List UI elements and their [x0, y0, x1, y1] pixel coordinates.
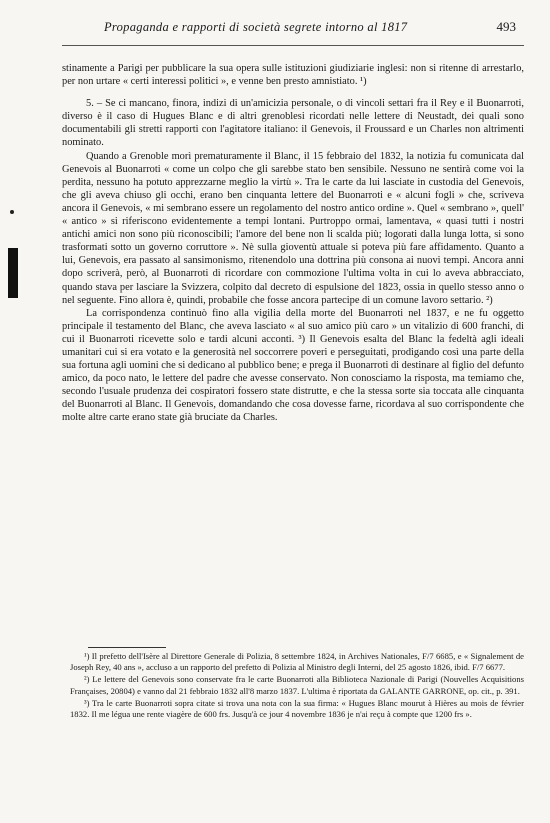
- header-rule: [62, 45, 524, 46]
- footnotes: [70, 651, 524, 720]
- footnote-rule: [88, 647, 166, 648]
- running-header: [68, 18, 516, 38]
- paragraph-continuation: stinamente a Parigi per pubblicare la sua opera sulle istituzioni giudiziarie inglesi: non si ritenne di arrestarlo, per non urtare « certi interessi politici », e venne ben presto amnistiato. ¹): [62, 63, 524, 88]
- footnote-2: ²) Le lettere del Genevois sono conservate fra le carte Buonarroti alla Biblioteca Nazionale di Parigi (Nouvelles Acquisitions Françaises, 20804) e vanno dal 21 febbraio 1832 all'8 marzo 1837. L'ultima è riportata da GALANTE GARRONE, op. cit., p. 391.: [70, 674, 524, 696]
- paragraph-blanc-death: Quando a Grenoble morì prematuramente il Blanc, il 15 febbraio del 1832, la notizia fu comunicata dal Genevois al Buonarroti « come un colpo che gli sarebbe stato ben sensibile. Nessuno ne sentirà come voi la perdita, nessuno ha potuto apprezzarne meglio la virtù ». Tra le carte da lui lasciate in custodia del Genevois, che gli aveva chiuso gli occhi, erano ben cinquanta lettere del Buonarroti e « alcuni fogli » che, scriveva ancora il Genevois, « mi sembrano essere un regolamento del nostro antico ordine ». Quel « sembrano », quell' « antico » si riferiscono evidentemente a tempi lontani. Purtroppo ormai, lamentava, « quasi tutti i nostri antichi amici non sono più riconoscibili; l'amore del bene non li scalda più; logorati dalla lunga lotta, si sono trasformati sotto un governo corruttore ». Nè sulla gioventù attuale si poteva più fare affidamento. Quanto a lui, Genevois, era passato al sansimonismo, ritenendolo una dottrina più consona ai nuovi tempi. Ancora anni dopo scriverà, però, al Buonarroti di ricordare con commozione l'ultima volta in cui lo aveva abbracciato, quando stava per lasciare la Svizzera, colpito dal decreto di espulsione del 1823, ossia in quello stesso anno o nel seguente. Fino allora è, quindi, probabile che fosse ancora partecipe di un comune lavoro settario. ²): [62, 150, 524, 306]
- footnote-3: ³) Tra le carte Buonarroti sopra citate si trova una nota con la sua firma: « Hugues Blanc mourut à Hières au mois de février 1832. Il me légua une rente viagère de 600 frs. Jusqu'à ce jour 4 novembre 1836 je n'ai reçu à compte que 1200 frs ».: [70, 697, 524, 720]
- running-title: Propaganda e rapporti di società segrete intorno al 1817: [104, 20, 408, 34]
- footnote-1: ¹) Il prefetto dell'Isère al Direttore Generale di Polizia, 8 settembre 1824, in Archives Nationales, F/7 6685, e « Signalement de Joseph Rey, 40 ans », accluso a un rapporto del prefetto di Polizia al Ministro degli Interni, del 25 agosto 1826, ibid. F/7 6677.: [70, 651, 524, 673]
- margin-mark: [10, 210, 14, 214]
- paragraph-section-5: 5. – Se ci mancano, finora, indizi di un'amicizia personale, o di vincoli settari fra il Rey e il Buonarroti, diverso è il caso di Hugues Blanc e di altri grenoblesi ricordati nelle lettere di Neustadt, dei quali sono documentabili gli stretti rapporti con l'agitatore italiano: il Genevois, il Froussard e un Charles non altrimenti nominato.: [62, 98, 524, 149]
- main-text: [62, 62, 524, 425]
- margin-bar: [8, 248, 18, 298]
- paragraph-correspondence: La corrispondenza continuò fino alla vigilia della morte del Buonarroti nel 1837, e ne fu oggetto principale il testamento del Blanc, che aveva lasciato « al suo amico più caro » un vitalizio di 600 franchi, di cui il Buonarroti ricevette solo e tardi alcuni acconti. ³) Il Genevois esalta del Blanc la fedeltà agli ideali umanitari cui si era votato e la generosità nel soccorrere poveri e perseguitati, prodigando così una parte della sua fortuna agli uomini che si dedicano al pubblico bene; e prega il Buonarroti di destinare al figlio del defunto amico, da poco nato, le lettere del padre che avesse conservato. Non conosciamo la risposta, ma temiamo che, secondo l'usuale prudenza dei cospiratori fossero state distrutte, e che la stessa sorte sia toccata alle cinquanta del Buonarroti al Blanc. Il Genevois, domandando che cosa dovesse farne, ricordava al suo corrispondente che molte altre carte erano state già bruciate da Charles.: [62, 307, 524, 424]
- section-spacer: [62, 88, 524, 97]
- page-number: 493: [496, 19, 516, 34]
